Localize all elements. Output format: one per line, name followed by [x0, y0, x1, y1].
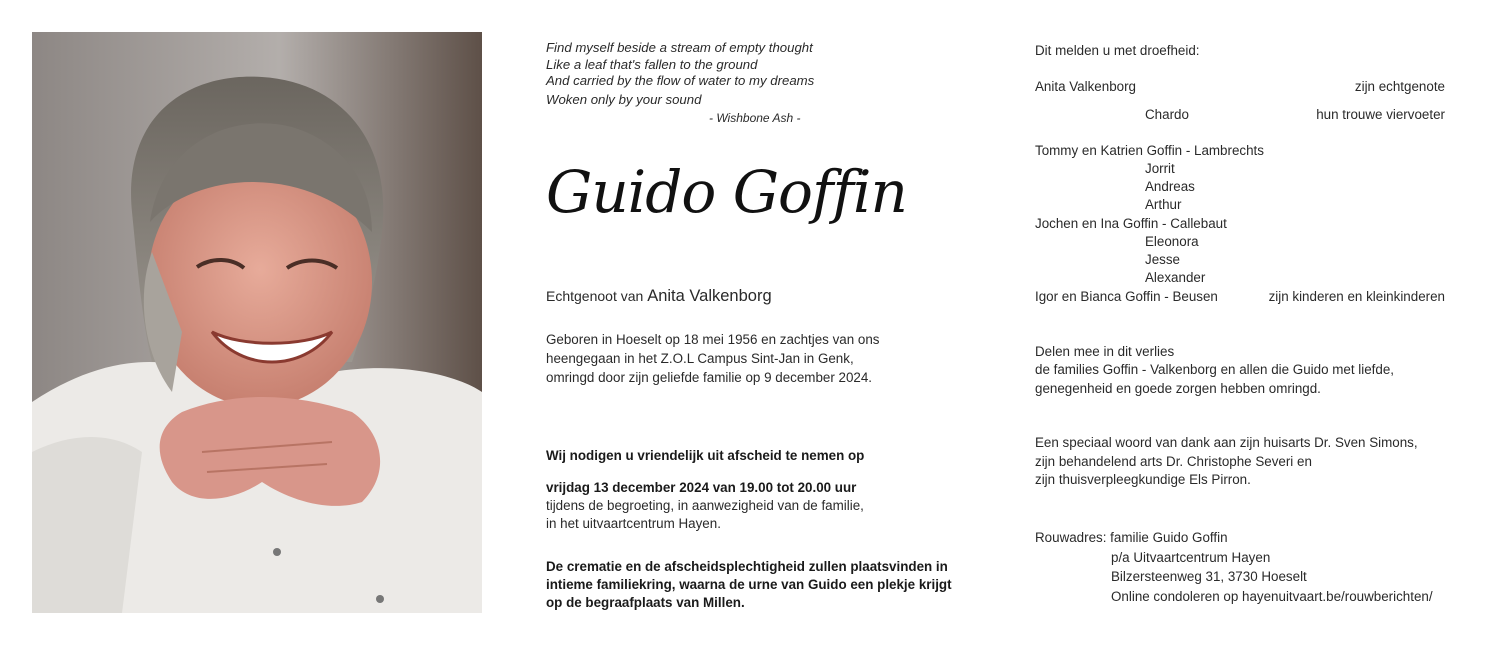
deceased-name-signature: Guido Goffin	[546, 158, 907, 226]
invitation-detail-2: in het uitvaartcentrum Hayen.	[546, 516, 721, 531]
family-1-child-1: Jorrit	[1145, 161, 1175, 176]
share-line-1: Delen mee in dit verlies	[1035, 344, 1175, 359]
family-1-parents: Tommy en Katrien Goffin - Lambrechts	[1035, 143, 1264, 158]
pet-relation: hun trouwe viervoeter	[1316, 107, 1445, 122]
condolence-link[interactable]: Online condoleren op hayenuitvaart.be/rouwberichten/	[1111, 589, 1433, 604]
spouse-name: Anita Valkenborg	[647, 287, 772, 305]
birth-line-1: Geboren in Hoeselt op 18 mei 1956 en zachtjes van ons	[546, 332, 880, 347]
share-line-3: genegenheid en goede zorgen hebben omringd.	[1035, 381, 1321, 396]
cremation-line-1: De crematie en de afscheidsplechtigheid zullen plaatsvinden in	[546, 559, 948, 574]
cremation-line-2: intieme familiekring, waarna de urne van Guido een plekje krijgt	[546, 577, 952, 592]
invitation-heading: Wij nodigen u vriendelijk uit afscheid te nemen op	[546, 448, 865, 463]
thanks-line-2: zijn behandelend arts Dr. Christophe Severi en	[1035, 454, 1312, 469]
family-2-child-3: Alexander	[1145, 270, 1206, 285]
portrait-photo	[32, 32, 482, 613]
invitation-date: vrijdag 13 december 2024 van 19.00 tot 20.00 uur	[546, 480, 857, 495]
thanks-line-1: Een speciaal woord van dank aan zijn huisarts Dr. Sven Simons,	[1035, 435, 1418, 450]
family-1-child-2: Andreas	[1145, 179, 1195, 194]
spouse-relation: zijn echtgenote	[1354, 79, 1445, 94]
family-3-parents: Igor en Bianca Goffin - Beusen	[1035, 289, 1218, 304]
family-2-child-2: Jesse	[1145, 252, 1180, 267]
poem-line-1: Find myself beside a stream of empty thought	[546, 40, 813, 55]
announcement-intro: Dit melden u met droefheid:	[1035, 43, 1200, 58]
address-label: Rouwadres: familie Guido Goffin	[1035, 530, 1228, 545]
address-line-1: p/a Uitvaartcentrum Hayen	[1111, 550, 1271, 565]
family-2-parents: Jochen en Ina Goffin - Callebaut	[1035, 216, 1227, 231]
address-line-2: Bilzersteenweg 31, 3730 Hoeselt	[1111, 569, 1307, 584]
spouse-name-right: Anita Valkenborg	[1035, 79, 1136, 94]
birth-line-2: heengegaan in het Z.O.L Campus Sint-Jan in Genk,	[546, 351, 854, 366]
share-line-2: de families Goffin - Valkenborg en allen die Guido met liefde,	[1035, 362, 1395, 377]
children-relation: zijn kinderen en kleinkinderen	[1268, 289, 1445, 304]
spouse-line	[546, 287, 772, 305]
birth-line-3: omringd door zijn geliefde familie op 9 december 2024.	[546, 370, 873, 385]
invitation-detail-1: tijdens de begroeting, in aanwezigheid van de familie,	[546, 498, 864, 513]
family-2-child-1: Eleonora	[1145, 234, 1199, 249]
family-1-child-3: Arthur	[1145, 197, 1182, 212]
poem-author: - Wishbone Ash -	[709, 111, 801, 125]
cremation-line-3: op de begraafplaats van Millen.	[546, 595, 745, 610]
poem-line-4: Woken only by your sound	[546, 92, 702, 107]
pet-name: Chardo	[1145, 107, 1189, 122]
poem-line-3: And carried by the flow of water to my dreams	[546, 73, 815, 88]
poem-line-2: Like a leaf that's fallen to the ground	[546, 57, 758, 72]
thanks-line-3: zijn thuisverpleegkundige Els Pirron.	[1035, 472, 1251, 487]
portrait-illustration	[32, 32, 482, 613]
spouse-prefix: Echtgenoot van	[546, 288, 644, 304]
